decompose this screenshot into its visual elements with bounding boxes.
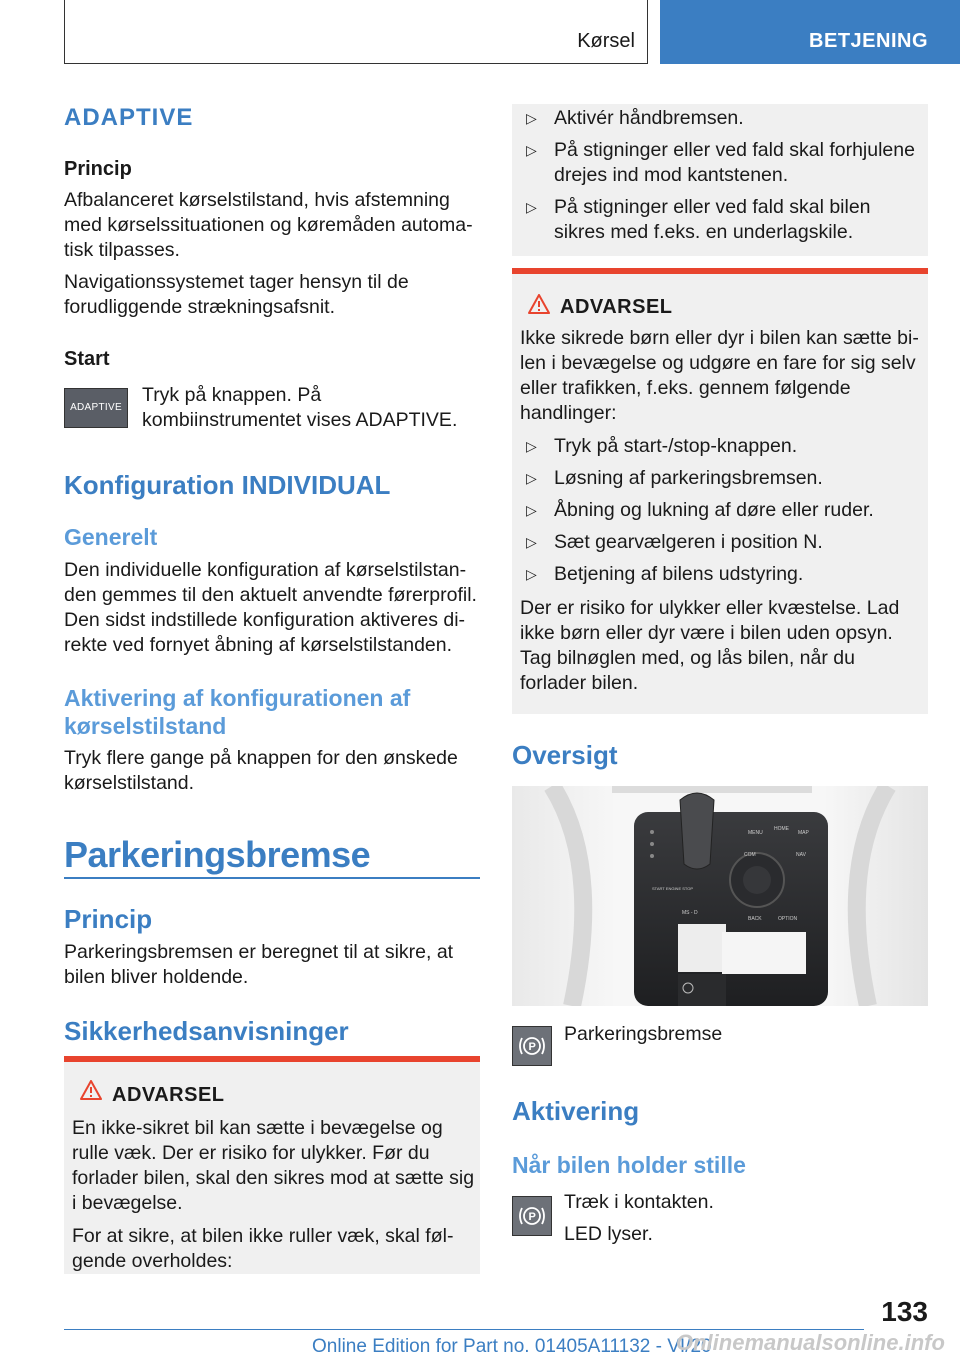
- watermark: Onlinemanualsonline.info: [676, 1330, 945, 1355]
- generelt-text: Den individuelle konfiguration af kørselstilstanden gemmes til den aktuelt anvendte førerprofil. Den sidst indstillede konfiguration aktiveres direkte ved fornyet åbning af kørselstilstanden.: [64, 559, 477, 656]
- warning-2-bullet-list: [512, 434, 922, 594]
- list-item: ▷ Betjening af bilens udstyring.: [526, 563, 804, 585]
- princip-label: Princip: [64, 158, 132, 180]
- list-item: ▷ Tryk på start-/stop-knappen.: [526, 435, 798, 457]
- parking-brake-icon: [512, 1196, 552, 1236]
- warning-2-outro: Der er risiko for ulykker eller kvæstelse. Lad ikke børn eller dyr være i bilen uden opsyn. Tag bilnøglen med, og lås bilen, når du forlader bilen.: [520, 597, 900, 694]
- konfiguration-heading: Konfiguration INDIVIDUAL: [64, 470, 391, 500]
- photo-gear-label: MS - D: [682, 910, 698, 916]
- warning-1-title: ADVARSEL: [112, 1084, 225, 1106]
- parkeringsbremse-heading: Parkeringsbremse: [64, 834, 371, 875]
- warning-triangle-icon: [528, 294, 550, 319]
- list-item: ▷ På stigninger eller ved fald skal bilen sikres med f.eks. en underlagskile.: [526, 196, 871, 243]
- parking-brake-label: Parkeringsbremse: [564, 1023, 723, 1045]
- photo-back-label: BACK: [748, 916, 762, 922]
- list-item: ▷ Aktivér håndbremsen.: [526, 107, 744, 129]
- aktivering-konfig-text: Tryk flere gange på knappen for den ønskede kørselstilstand.: [64, 747, 458, 794]
- list-item: ▷ Åbning og lukning af døre eller ruder.: [526, 499, 874, 521]
- princip-text-1: Afbalanceret kørselstilstand, hvis afstemning med kørselssituationen og køremåden automatisk tilpasses.: [64, 189, 473, 261]
- warning-2-title: ADVARSEL: [560, 296, 673, 318]
- page-number: 133: [881, 1296, 928, 1327]
- warning-1-bullet-list: [512, 106, 922, 252]
- aktivering-konfig-heading: Aktivering af konfigurationen af kørselstilstand: [64, 685, 411, 739]
- photo-nav-label: NAV: [796, 852, 806, 858]
- generelt-heading: Generelt: [64, 524, 158, 550]
- list-item: ▷ Løsning af parkeringsbremsen.: [526, 467, 823, 489]
- list-item: ▷ Sæt gearvælgeren i position N.: [526, 531, 823, 553]
- princip2-text: Parkeringsbremsen er beregnet til at sikre, at bilen bliver holdende.: [64, 941, 454, 988]
- svg-text:P: P: [528, 1211, 536, 1223]
- warning-1-text-2: For at sikre, at bilen ikke ruller væk, skal følgende overholdes:: [72, 1225, 454, 1272]
- photo-map-label: MAP: [798, 830, 809, 836]
- naar-text-1: Træk i kontakten.: [564, 1191, 714, 1213]
- oversigt-heading: Oversigt: [512, 740, 618, 770]
- princip2-heading: Princip: [64, 904, 153, 934]
- svg-text:P: P: [528, 1041, 536, 1053]
- photo-option-label: OPTION: [778, 916, 798, 922]
- naar-text-2: LED lyser.: [564, 1223, 653, 1245]
- photo-home-label: HOME: [774, 826, 789, 832]
- heading-rule: [64, 877, 480, 879]
- start-text: Tryk på knappen. På kombiinstrumentet vises ADAPTIVE.: [142, 384, 458, 431]
- start-label: Start: [64, 348, 110, 370]
- aktivering-heading: Aktivering: [512, 1096, 640, 1126]
- header-section-label: Kørsel: [577, 30, 635, 52]
- photo-start-label: START ENGINE STOP: [652, 886, 694, 891]
- header-chapter-label: BETJENING: [809, 30, 928, 52]
- warning-box-1: [64, 1062, 480, 1274]
- warning-1-continued: [512, 104, 928, 256]
- princip-text-2: Navigationssystemet tager hensyn til de forudliggende strækningsafsnit.: [64, 271, 409, 318]
- naar-bilen-heading: Når bilen holder stille: [512, 1152, 746, 1178]
- warning-box-2: [512, 274, 928, 714]
- adaptive-heading: ADAPTIVE: [64, 104, 194, 131]
- photo-com-label: COM: [744, 852, 756, 858]
- center-console-photo: [512, 786, 928, 1006]
- footer-edition: Online Edition for Part no. 01405A11132 - VI/20: [312, 1336, 712, 1357]
- warning-triangle-icon: [80, 1080, 102, 1105]
- adaptive-button-text: ADAPTIVE: [70, 402, 122, 413]
- warning-2-intro: Ikke sikrede børn eller dyr i bilen kan sætte bilen i bevægelse og udgøre en fare for sig selv eller trafikken, f.eks. gennem følgende handlinger:: [520, 327, 919, 424]
- photo-menu-label: MENU: [748, 830, 763, 836]
- sikkerhed-heading: Sikkerhedsanvisninger: [64, 1016, 349, 1046]
- adaptive-button-icon: [64, 388, 128, 428]
- parking-brake-icon: [512, 1026, 552, 1066]
- header-section-tab: [64, 0, 648, 64]
- warning-1-text-1: En ikke-sikret bil kan sætte i bevægelse og rulle væk. Der er risiko for ulykker. Før du forlader bilen, skal den sikres mod at sætte sig i bevægelse.: [72, 1117, 475, 1214]
- list-item: ▷ På stigninger eller ved fald skal forhjulene drejes ind mod kantstenen.: [526, 139, 915, 186]
- header-chapter-tab: [660, 0, 960, 64]
